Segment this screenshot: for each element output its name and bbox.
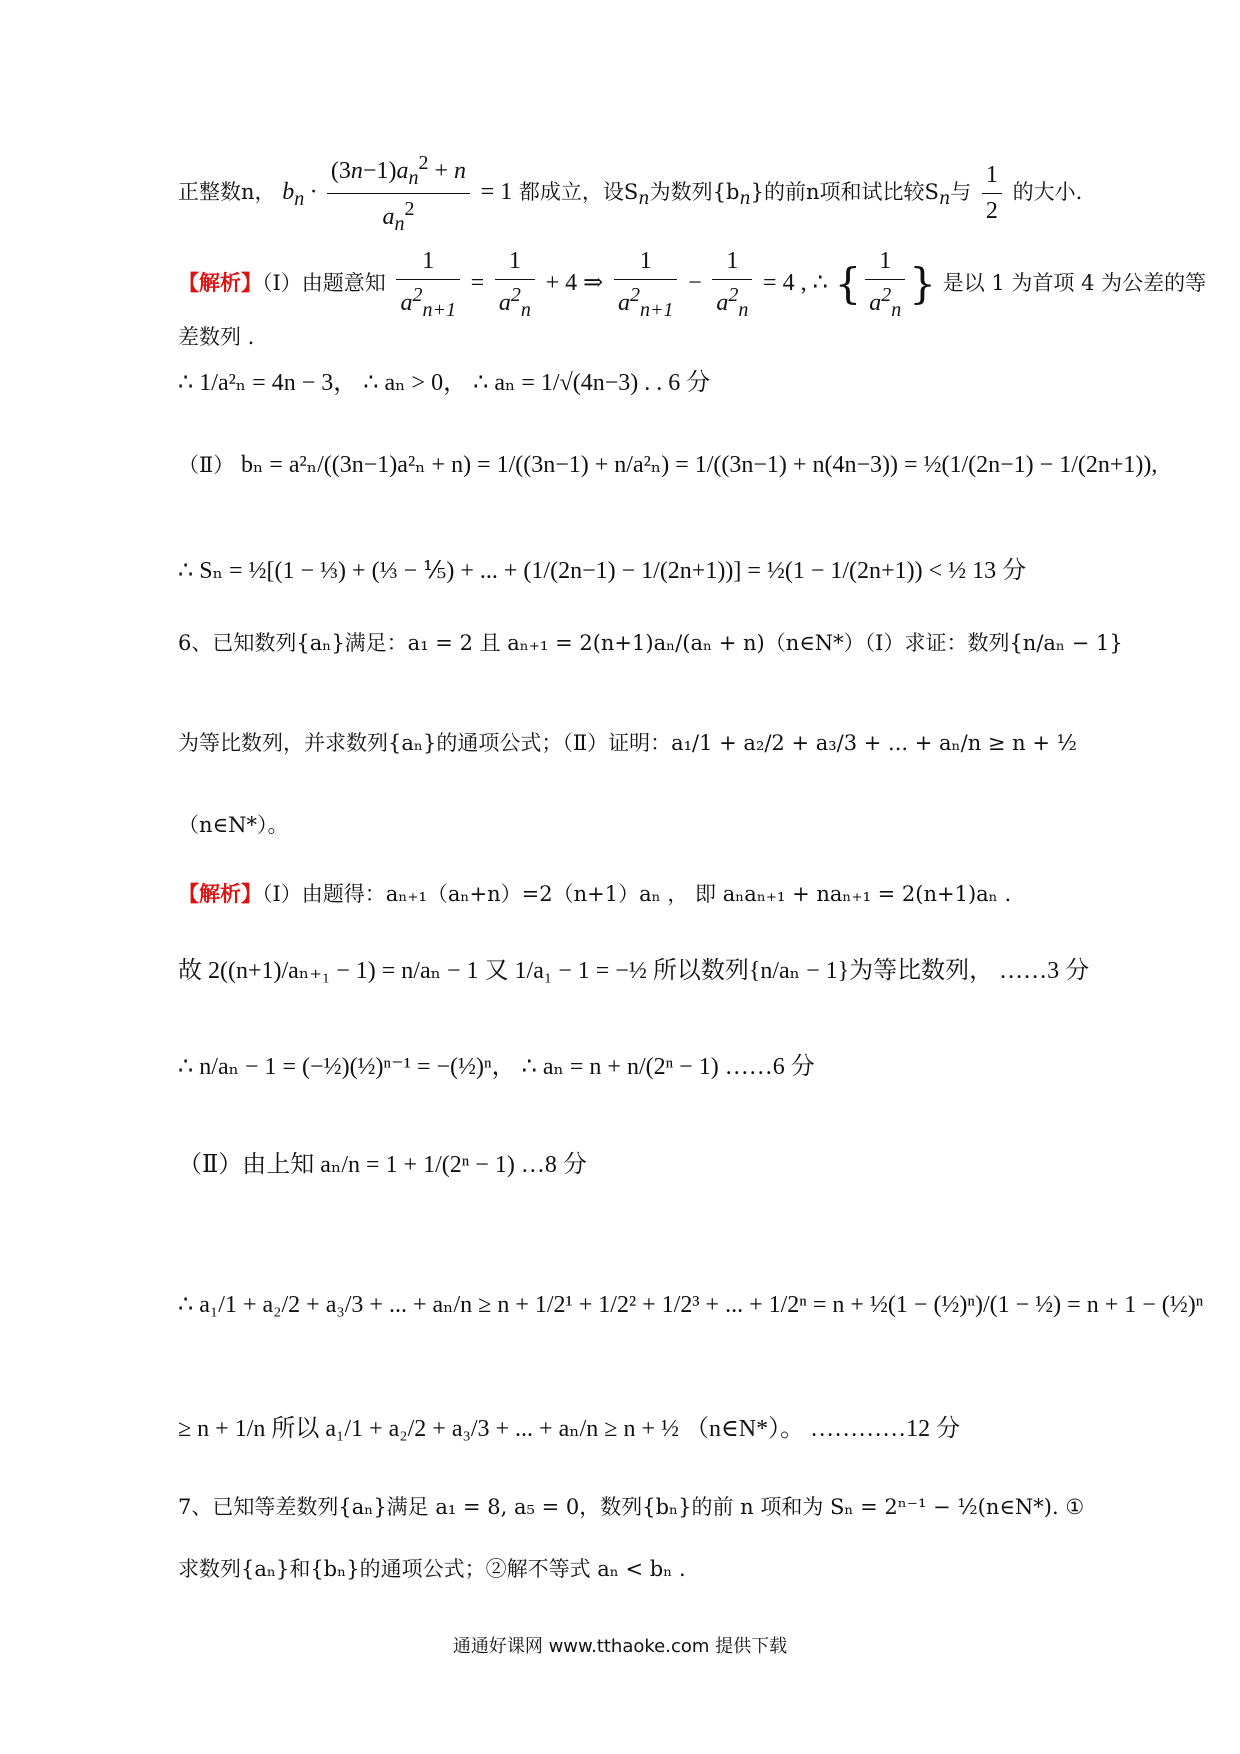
fraction-half: $\frac{1}{2}$ (982, 160, 1002, 227)
sol5-tail: 是以 1 为首项 4 为公差的等 (942, 270, 1207, 295)
intro-text: 都成立，设S (518, 179, 639, 204)
q7-l2: 求数列{aₙ}和{bₙ}的通项公式；②解不等式 aₙ < bₙ . (178, 1557, 686, 1581)
sol6-l3: ∴ n/aₙ − 1 = (−½)(½)ⁿ⁻¹ = −(½)ⁿ， ∴ aₙ = n + n/(2ⁿ − 1) ……6 分 (178, 1054, 815, 1080)
fraction: $\frac{(3n-1)a_n^2 + n}{a_n^2}$ (327, 150, 470, 237)
fraction: $\frac{1}{a^2_n}$ (712, 246, 752, 323)
math-op: − (688, 269, 702, 296)
sol6-l4: （Ⅱ）由上知 aₙ/n = 1 + 1/(2ⁿ − 1) …8 分 (178, 1152, 587, 1178)
sol5-part2-expr: bₙ = a²ₙ/((3n−1)a²ₙ + n) = 1/((3n−1) + n/a²ₙ) = 1/((3n−1) + n(4n−3)) = ½(1/(2n−1) − 1/(2n+1)), (240, 452, 1158, 478)
intro-text: }的前n项和试比较S (750, 179, 939, 204)
intro-line: 正整数n， $b_n$ · $\frac{(3n-1)a_n^2 + n}{a_n^2}$ = 1 都成立，设$S_n$为数列$\{b_n\}$的前n项和试比较$S_n$与 $\frac{1}{2}$ 的大小. (178, 152, 1083, 235)
analysis-tag: 【解析】 (178, 269, 262, 295)
brace: { (834, 259, 862, 309)
page-footer: 通通好课网 www.tthaoke.com 提供下载 (452, 1636, 788, 1657)
equals-one: = 1 (480, 178, 513, 205)
sol5-part1-cont: 差数列 . (178, 325, 255, 349)
intro-text: 正整数n， (178, 179, 276, 204)
math-op: + 4 ⇒ (545, 269, 604, 296)
sol6-l6: ≥ n + 1/n 所以 a₁/1 + a₂/2 + a₃/3 + ... + aₙ/n ≥ n + ½ （n∈N*）。 …………12 分 (178, 1416, 961, 1442)
q6-head: 6、已知数列{aₙ}满足：a₁ = 2 且 aₙ₊₁ = 2(n+1)aₙ/(aₙ + n)（n∈N*）（Ⅰ）求证：数列{n/aₙ − 1} (178, 631, 1123, 655)
intro-text: 为数列{b (649, 179, 740, 204)
sol5-part2 (178, 450, 1158, 481)
brace: } (909, 259, 937, 309)
sol5-part2-lead: （Ⅱ） (178, 453, 235, 477)
fraction: $\frac{1}{a^2_n}$ (495, 246, 535, 323)
analysis-tag: 【解析】 (178, 881, 262, 906)
sol6-l1-text: （Ⅰ）由题得：aₙ₊₁（aₙ+n）=2（n+1）aₙ ， 即 aₙaₙ₊₁ + naₙ₊₁ = 2(n+1)aₙ . (262, 882, 1012, 906)
fraction: $\frac{1}{a^2_{n+1}}$ (396, 246, 460, 323)
intro-text: 的大小. (1012, 179, 1083, 204)
fraction: $\frac{1}{a^2_{n+1}}$ (614, 246, 678, 323)
sol5-part1 (178, 246, 1207, 323)
q6-line2: 为等比数列，并求数列{aₙ}的通项公式；（Ⅱ）证明：a₁/1 + a₂/2 + a₃/3 + ... + aₙ/n ≥ n + ½ (178, 731, 1078, 755)
math-op: = (470, 269, 485, 296)
q6-line3: （n∈N*）。 (178, 813, 289, 837)
sol5-result1: ∴ 1/a²ₙ = 4n − 3， ∴ aₙ > 0， ∴ aₙ = 1/√(4n−3) . . 6 分 (178, 370, 711, 396)
q7-l1: 7、已知等差数列{aₙ}满足 a₁ = 8, a₅ = 0，数列{bₙ}的前 n 项和为 Sₙ = 2ⁿ⁻¹ − ½(n∈N*). ① (178, 1495, 1085, 1519)
sol6-l5: ∴ a₁/1 + a₂/2 + a₃/3 + ... + aₙ/n ≥ n + 1/2¹ + 1/2² + 1/2³ + ... + 1/2ⁿ = n + ½(1 − (½)ⁿ)/(1 − ½) = n + 1 − (½)ⁿ (178, 1292, 1204, 1318)
math-bn: $b_n$ · (282, 178, 317, 210)
sol6-l1 (178, 880, 1120, 908)
sol6-l2: 故 2((n+1)/aₙ₊₁ − 1) = n/aₙ − 1 又 1/a₁ − 1 = −½ 所以数列{n/aₙ − 1}为等比数列， ……3 分 (178, 958, 1090, 984)
fraction: $\frac{1}{a^2_n}$ (865, 246, 905, 323)
math-op: = 4 , ∴ (763, 269, 828, 296)
sol5-lead: （Ⅰ）由题意知 (262, 270, 386, 295)
sol5-sum: ∴ Sₙ = ½[(1 − ⅓) + (⅓ − ⅕) + ... + (1/(2n−1) − 1/(2n+1))] = ½(1 − 1/(2n+1)) < ½ 13 分 (178, 558, 1027, 584)
intro-text: 与 (950, 179, 972, 204)
